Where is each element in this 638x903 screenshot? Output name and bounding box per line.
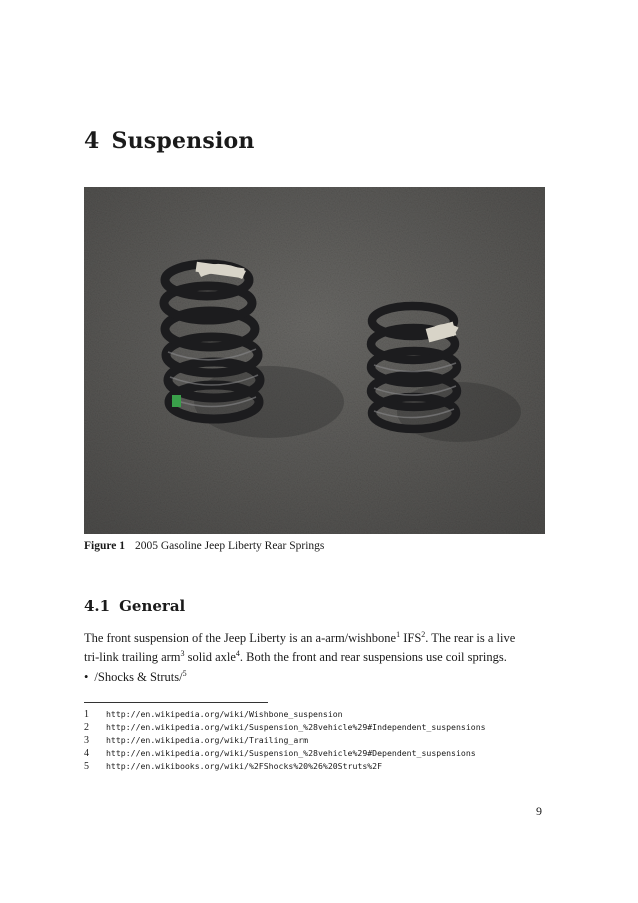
footnote-number: 4 (84, 748, 89, 759)
figure-caption-text: 2005 Gasoline Jeep Liberty Rear Springs (135, 540, 325, 552)
footnote (84, 735, 308, 746)
section-heading (84, 597, 185, 615)
footnote-number: 1 (84, 709, 89, 720)
text-run: The front suspension of the Jeep Liberty is an a-arm/wishbone (84, 631, 397, 645)
chapter-number: 4 (84, 128, 100, 154)
paragraph-line-2 (84, 650, 507, 665)
footnote-ref-2[interactable]: 2 (421, 630, 426, 639)
footnote-url[interactable]: http://en.wikipedia.org/wiki/Suspension_%28vehicle%29#Dependent_suspensions (106, 748, 476, 758)
footnote (84, 761, 382, 772)
text-run: tri-link trailing arm (84, 650, 181, 664)
footnote-ref-4[interactable]: 4 (235, 649, 240, 658)
footnote-number: 2 (84, 722, 89, 733)
chapter-heading (84, 128, 255, 154)
footnote-url[interactable]: http://en.wikibooks.org/wiki/%2FShocks%20%26%20Struts%2F (106, 761, 383, 771)
bullet-list-item (84, 670, 187, 685)
footnote (84, 709, 343, 720)
footnote-number: 3 (84, 735, 89, 746)
bullet-link-text[interactable]: /Shocks & Struts/ (94, 670, 183, 684)
bullet-icon: • (84, 670, 89, 684)
footnote (84, 748, 476, 759)
footnote-url[interactable]: http://en.wikipedia.org/wiki/Wishbone_suspension (106, 709, 343, 719)
section-number: 4.1 (84, 597, 111, 615)
footnote-ref-5[interactable]: 5 (182, 669, 187, 678)
green-paint-mark (172, 395, 181, 407)
chapter-title: Suspension (111, 128, 255, 154)
text-run: . Both the front and rear suspensions use coil springs. (239, 650, 507, 664)
asphalt-background (84, 187, 545, 534)
footnote-url[interactable]: http://en.wikipedia.org/wiki/Trailing_arm (106, 735, 309, 745)
paragraph-line-1 (84, 631, 515, 646)
figure-caption (84, 540, 324, 552)
footnote-url[interactable]: http://en.wikipedia.org/wiki/Suspension_%28vehicle%29#Independent_suspensions (106, 722, 486, 732)
text-run: IFS (400, 631, 422, 645)
text-run: . The rear is a live (425, 631, 516, 645)
footnote (84, 722, 486, 733)
figure-label: Figure 1 (84, 540, 125, 552)
footnote-ref-3[interactable]: 3 (180, 649, 185, 658)
footnote-divider (84, 702, 268, 703)
footnote-number: 5 (84, 761, 89, 772)
page-number: 9 (536, 804, 542, 818)
figure-photo-springs (84, 187, 545, 534)
section-title: General (119, 597, 186, 615)
footnote-ref-1[interactable]: 1 (396, 630, 401, 639)
text-run: solid axle (184, 650, 236, 664)
